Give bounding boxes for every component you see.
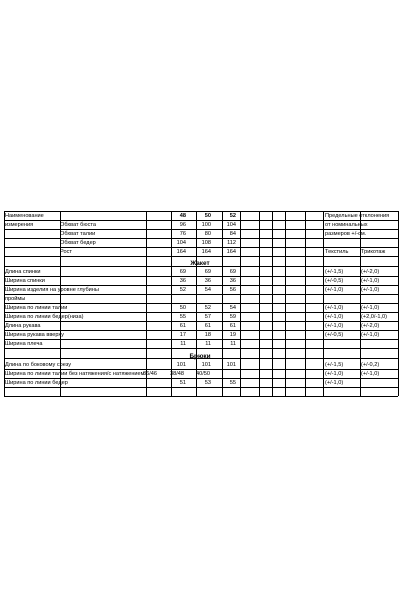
jacket-row-knit: (+/-1,0) xyxy=(361,287,380,293)
size-52: 52 xyxy=(229,213,236,219)
trousers-row-value: 101 xyxy=(226,362,236,368)
grid-line xyxy=(4,312,398,313)
grid-line xyxy=(305,211,306,396)
trousers-row-label: Ширина по линии бедер xyxy=(5,380,68,386)
jacket-row-value xyxy=(166,295,186,303)
trousers-row-value: 101 xyxy=(201,362,211,368)
knit-label: Трикотаж xyxy=(361,249,386,255)
trousers-row-value: 53 xyxy=(204,380,211,386)
grid-line xyxy=(4,348,398,349)
grid-line xyxy=(240,211,241,396)
body-measure-label: Обхват бедер xyxy=(60,240,96,246)
jacket-row-value: 18 xyxy=(204,332,211,338)
body-measure-label: Обхват бюста xyxy=(60,222,96,228)
body-measure-value: 108 xyxy=(201,240,211,246)
jacket-row-label: Ширина по линии талии xyxy=(5,305,68,311)
grid-line xyxy=(4,396,398,397)
jacket-row-textile: (+/-1,0) xyxy=(325,305,344,311)
trousers-row-knit: (+/-0,2) xyxy=(361,362,380,368)
jacket-row-label: Ширина изделия на уровне глубины xyxy=(5,287,99,293)
jacket-row-value: 57 xyxy=(204,314,211,320)
body-measure-label: Рост xyxy=(60,249,72,255)
grid-line xyxy=(4,358,398,359)
jacket-row-value: 69 xyxy=(204,269,211,275)
jacket-row-value: 11 xyxy=(230,341,236,347)
jacket-row-value: 36 xyxy=(229,278,236,284)
grid-line xyxy=(4,339,398,340)
tolerance-line-2: от номинальных xyxy=(325,222,368,228)
jacket-row-value: 50 xyxy=(179,305,186,311)
body-measure-value: 76 xyxy=(179,231,186,237)
body-measure-value: 164 xyxy=(176,249,186,255)
grid-line xyxy=(272,211,273,396)
trousers-row-value: 101 xyxy=(176,362,186,368)
grid-line xyxy=(4,256,398,257)
jacket-title: Жакет xyxy=(190,260,210,267)
grid-line xyxy=(4,247,398,248)
body-measure-value: 112 xyxy=(227,240,236,246)
grid-line xyxy=(259,211,260,396)
body-measure-value: 80 xyxy=(204,231,211,237)
grid-line xyxy=(4,238,398,239)
body-measure-value: 164 xyxy=(201,249,211,255)
jacket-row-label: Ширина спинки xyxy=(5,278,45,284)
trousers-row-value: 40/50 xyxy=(196,371,210,377)
jacket-row-label: Ширина плеча xyxy=(5,341,43,347)
jacket-row-value: 11 xyxy=(205,341,211,347)
jacket-row-knit: (+/-2,0) xyxy=(361,269,380,275)
grid-line xyxy=(4,321,398,322)
grid-line xyxy=(4,229,398,230)
tolerance-line-1: Предельные отклонения xyxy=(325,213,390,219)
jacket-row-knit: (+/-1,0) xyxy=(361,278,380,284)
jacket-row-value: 36 xyxy=(179,278,186,284)
jacket-row-textile: (+/-1,0) xyxy=(325,287,344,293)
jacket-row-textile: (+/-1,5) xyxy=(325,269,344,275)
header-name-label: Наименование xyxy=(5,213,44,219)
jacket-row-knit: (+/-1,0) xyxy=(361,332,380,338)
grid-line xyxy=(398,211,399,396)
jacket-row-value: 55 xyxy=(179,314,186,320)
jacket-row-value: 17 xyxy=(179,332,186,338)
jacket-row-value: 59 xyxy=(229,314,236,320)
jacket-row-value: 52 xyxy=(179,287,186,293)
body-measure-value: 164 xyxy=(226,249,236,255)
grid-line xyxy=(360,211,361,396)
jacket-row-label: Ширина по линии бедер(низа) xyxy=(5,314,84,320)
jacket-row-label: Длина рукава xyxy=(5,323,41,329)
jacket-row-label: Длина спинки xyxy=(5,269,41,275)
grid-line xyxy=(60,211,61,396)
grid-line xyxy=(146,211,147,396)
trousers-row-knit: (+/-1,0) xyxy=(361,371,380,377)
grid-line xyxy=(285,211,286,396)
jacket-row-label: проймы xyxy=(5,296,26,302)
grid-line xyxy=(4,211,398,212)
trousers-row-value: 36/46 xyxy=(143,371,157,377)
trousers-row-textile: (+/-1,5) xyxy=(325,362,344,368)
jacket-row-textile: (+/-0,5) xyxy=(325,332,344,338)
size-48: 48 xyxy=(179,213,186,219)
body-measure-value: 84 xyxy=(229,231,236,237)
body-measure-value: 104 xyxy=(176,240,186,246)
trousers-title: Брюки xyxy=(189,353,211,360)
trousers-row-label: Длина по боковому срезу xyxy=(5,362,72,368)
jacket-row-textile: (+/-1,0) xyxy=(325,323,344,329)
jacket-row-textile: (+/-1,0) xyxy=(325,314,344,320)
jacket-row-value: 69 xyxy=(179,269,186,275)
jacket-row-value: 61 xyxy=(179,323,186,329)
jacket-row-value: 19 xyxy=(229,332,236,338)
jacket-row-label: Ширина рукава вверху xyxy=(5,332,64,338)
jacket-row-value: 11 xyxy=(180,341,186,347)
body-measure-label: Обхват талии xyxy=(60,231,96,237)
grid-line xyxy=(4,211,5,396)
grid-line xyxy=(323,211,324,396)
size-50: 50 xyxy=(204,213,211,219)
grid-line xyxy=(4,285,398,286)
grid-line xyxy=(4,387,398,388)
grid-line xyxy=(171,211,172,396)
jacket-row-value: 36 xyxy=(204,278,211,284)
grid-line xyxy=(4,303,398,304)
jacket-row-value: 69 xyxy=(229,269,236,275)
jacket-row-textile: (+/-0,5) xyxy=(325,278,344,284)
grid-line xyxy=(4,294,398,295)
grid-line xyxy=(4,369,398,370)
jacket-row-value xyxy=(191,295,211,303)
jacket-row-value: 52 xyxy=(204,305,211,311)
grid-line xyxy=(4,220,398,221)
jacket-row-value: 61 xyxy=(229,323,236,329)
jacket-row-knit: (+/-2,0) xyxy=(361,323,380,329)
jacket-row-knit: (+/-1,0) xyxy=(361,305,380,311)
body-measure-value: 104 xyxy=(226,222,236,228)
grid-line xyxy=(222,211,223,396)
trousers-row-value: 51 xyxy=(179,380,186,386)
tolerance-line-3: размеров +/-см. xyxy=(325,231,367,237)
jacket-row-value: 54 xyxy=(204,287,211,293)
trousers-row-label: Ширина по линии талии без натяжения/с натяжением xyxy=(5,371,145,377)
trousers-row-value: 38/48 xyxy=(170,371,184,377)
trousers-row-textile: (+/-1,0) xyxy=(325,371,344,377)
grid-line xyxy=(4,276,398,277)
jacket-row-value: 56 xyxy=(229,287,236,293)
trousers-row-value: 55 xyxy=(229,380,236,386)
jacket-row-value: 61 xyxy=(204,323,211,329)
jacket-row-value xyxy=(216,295,236,303)
body-measure-value: 96 xyxy=(179,222,186,228)
jacket-row-value: 54 xyxy=(229,305,236,311)
grid-line xyxy=(4,266,398,267)
grid-line xyxy=(196,211,197,396)
grid-line xyxy=(4,378,398,379)
body-measure-value: 100 xyxy=(201,222,211,228)
textile-label: Текстиль xyxy=(325,249,349,255)
header-measure-label: измерения xyxy=(5,222,34,228)
grid-line xyxy=(4,330,398,331)
trousers-row-textile: (+/-1,0) xyxy=(325,380,344,386)
jacket-row-knit: (+2,0/-1,0) xyxy=(361,314,387,320)
